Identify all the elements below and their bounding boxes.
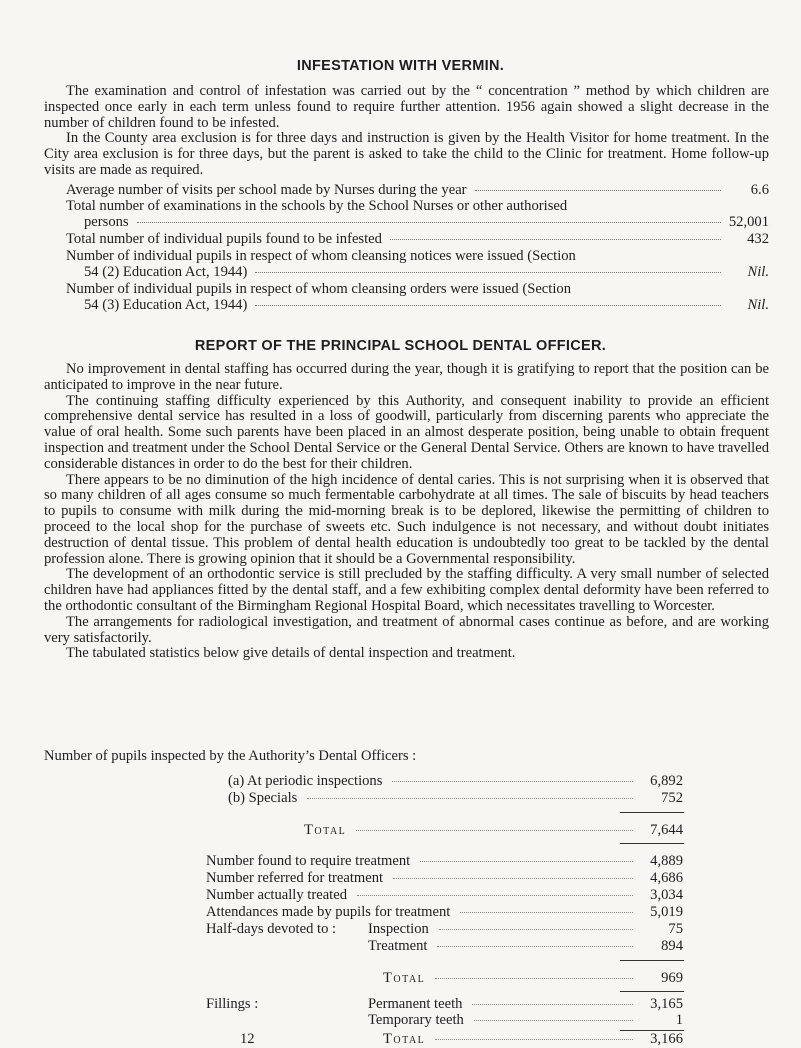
table-row (368, 996, 683, 1012)
paragraph: The development of an orthodontic service is still precluded by the staffing difficulty. A very small number of selected children have had appliances fitted by the dental staff, and a few exhibiting complex dental deformity have been referred to the orthodontic consultant of the Birmingham Regional Hospital Board, which necessitates travelling to Worcester. (44, 566, 769, 614)
section-title-dental: REPORT OF THE PRINCIPAL SCHOOL DENTAL OFFICER. (194, 338, 607, 354)
leader-dots (420, 861, 633, 862)
row-label: Number referred for treatment (206, 870, 384, 886)
leader-dots (439, 929, 633, 930)
table-row (368, 1012, 683, 1028)
table-row (206, 887, 683, 903)
section-title-vermin: INFESTATION WITH VERMIN. (296, 58, 505, 74)
page-number: 12 (240, 1031, 255, 1047)
stat-label: Average number of visits per school made by Nurses during the year (66, 182, 467, 198)
total-label: Total (383, 970, 426, 986)
total-value: 7,644 (650, 822, 683, 838)
leader-dots (474, 1020, 633, 1021)
row-label: Treatment (368, 938, 428, 954)
table-intro: Number of pupils inspected by the Authority’s Dental Officers : (44, 748, 417, 764)
table-row (206, 870, 683, 886)
leader-dots (255, 272, 721, 273)
halfdays-label: Half-days devoted to : (206, 921, 337, 937)
stat-label-cont: persons (84, 214, 129, 230)
total-rule (620, 991, 684, 992)
leader-dots (307, 798, 633, 799)
paragraph: In the County area exclusion is for three days and instruction is given by the Health Visitor for home treatment. In the City area exclusion is for three days, but the parent is asked to take the child to the Clinic for treatment. Home follow-up visits are made as required. (44, 130, 769, 178)
stat-label: Total number of examinations in the schools by the School Nurses or other authorised (66, 198, 568, 214)
row-label: Attendances made by pupils for treatment (206, 904, 451, 920)
total-rule (620, 960, 684, 961)
leader-dots (255, 305, 721, 306)
row-value: 4,686 (650, 870, 683, 886)
fillings-label: Fillings : (206, 996, 259, 1012)
total-label: Total (383, 1031, 426, 1047)
table-row (368, 938, 683, 954)
paragraph: No improvement in dental staffing has occurred during the year, though it is gratifying to report that the position can be anticipated to improve in the near future. (44, 361, 769, 393)
stat-value: Nil. (747, 264, 769, 280)
row-value: 6,892 (650, 773, 683, 789)
table-row (228, 790, 683, 806)
paragraph: The continuing staffing difficulty experienced by this Authority, and consequent inability to provide an efficient comprehensive dental service has resulted in a loss of goodwill, particularly from discerning parents who appreciate the value of oral health. Some such parents have been placed in an almost desperate position, being unable to obtain frequent inspection and treatment under the School Dental Service or the General Dental Service. Others are known to have travelled considerable distances in order to do the best for their children. (44, 392, 769, 472)
paragraph: The examination and control of infestation was carried out by the “ concentration ” method by which children are inspected once early in each term unless found to require further attention. 1956 again showed a slight decrease in the number of children found to be infested. (44, 83, 769, 131)
row-label: Inspection (368, 921, 429, 937)
stat-label: Total number of individual pupils found to be infested (66, 231, 382, 247)
leader-dots (390, 239, 721, 240)
leader-dots (356, 830, 633, 831)
stat-label-cont: 54 (2) Education Act, 1944) (84, 264, 248, 280)
total-value: 3,166 (650, 1031, 683, 1047)
paragraph: There appears to be no diminution of the high incidence of dental caries. This is not surprising when it is observed that so many children of all ages consume so much fermentable carbohydrate at all times. The sale of biscuits by head teachers to pupils to consume with milk during the mid-morning break is to be deplored, likewise the permitting of children to proceed to the local shop for the purchase of sweets etc. Such indulgence is not necessary, and without doubt initiates destruction of dental tissue. This problem of dental health education is undoubtedly too great to be tackled by the dental profession alone. There is growing opinion that it should be a Governmental responsibility. (44, 471, 769, 567)
stat-row (84, 264, 769, 280)
stat-label-cont: 54 (3) Education Act, 1944) (84, 297, 248, 313)
vermin-text (44, 84, 769, 179)
leader-dots (357, 895, 633, 896)
stat-value: 6.6 (750, 182, 769, 198)
total-label: Total (304, 822, 347, 838)
leader-dots (137, 222, 721, 223)
leader-dots (392, 781, 633, 782)
stat-value: 432 (747, 231, 769, 247)
total-rule (620, 812, 684, 813)
leader-dots (435, 1039, 633, 1040)
leader-dots (435, 978, 633, 979)
stat-row (66, 182, 769, 198)
paragraph: The arrangements for radiological investigation, and treatment of abnormal cases continue as before, and are working very satisfactorily. (44, 613, 769, 646)
dental-text (44, 362, 769, 662)
stat-row (66, 231, 769, 247)
table-row (206, 853, 683, 869)
total-rule (620, 843, 684, 844)
paragraph: The tabulated statistics below give details of dental inspection and treatment. (66, 645, 516, 662)
row-value: 4,889 (650, 853, 683, 869)
row-label: Temporary teeth (368, 1012, 464, 1028)
row-value: 75 (668, 921, 683, 937)
row-label: (b) Specials (228, 790, 298, 806)
row-value: 5,019 (650, 904, 683, 920)
total-row (383, 970, 683, 986)
leader-dots (393, 878, 633, 879)
total-row (304, 822, 683, 838)
row-value: 894 (661, 938, 683, 954)
stat-label: Number of individual pupils in respect of whom cleansing orders were issued (Section (66, 281, 571, 297)
stat-value: Nil. (747, 297, 769, 313)
row-label: Number found to require treatment (206, 853, 411, 869)
leader-dots (472, 1004, 633, 1005)
leader-dots (437, 946, 633, 947)
table-row (206, 904, 683, 920)
stat-row (84, 214, 769, 230)
row-value: 1 (675, 1012, 683, 1028)
table-row (228, 773, 683, 789)
stat-value: 52,001 (728, 214, 769, 230)
row-label: (a) At periodic inspections (228, 773, 383, 789)
row-value: 3,034 (650, 887, 683, 903)
row-label: Permanent teeth (368, 996, 463, 1012)
stat-row (84, 297, 769, 313)
stat-label: Number of individual pupils in respect of whom cleansing notices were issued (Section (66, 248, 576, 264)
row-value: 752 (661, 790, 683, 806)
table-row (368, 921, 683, 937)
total-row (383, 1031, 683, 1047)
row-value: 3,165 (650, 996, 683, 1012)
row-label: Number actually treated (206, 887, 348, 903)
total-value: 969 (661, 970, 683, 986)
leader-dots (475, 190, 721, 191)
leader-dots (460, 912, 633, 913)
